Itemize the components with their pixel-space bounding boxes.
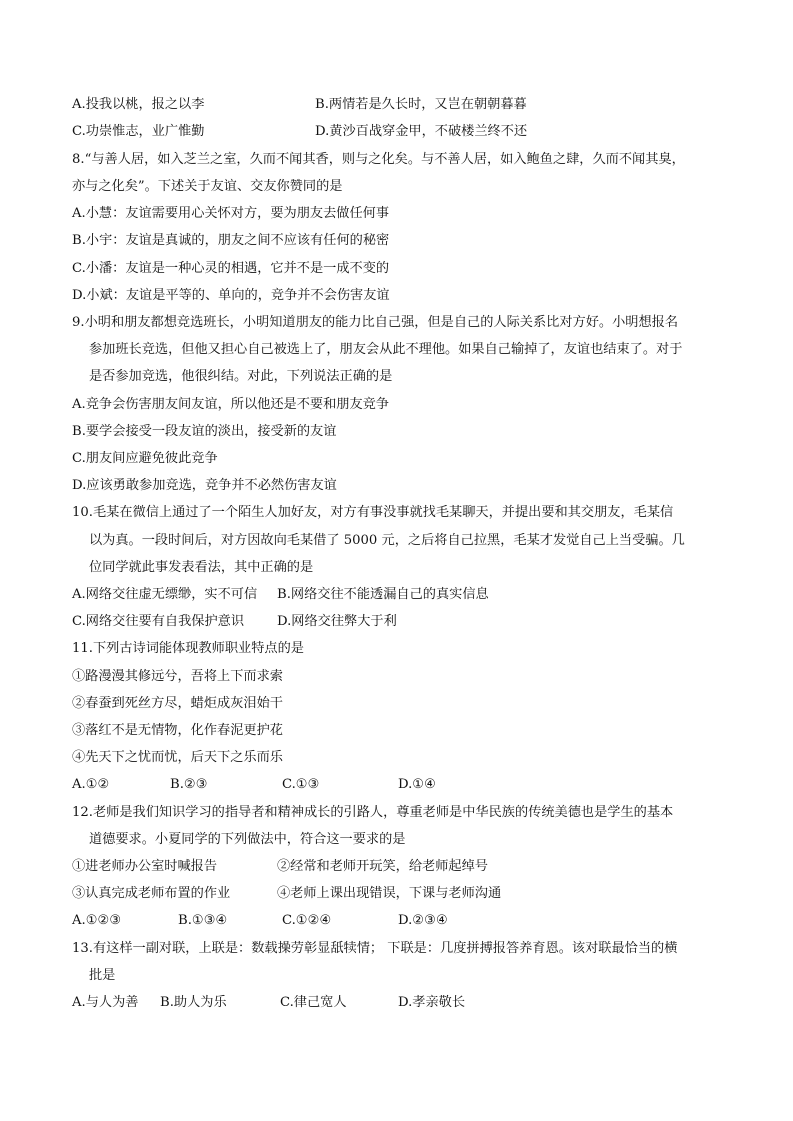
q13-option-b: B.助人为乐 (160, 995, 227, 1010)
q9-option-c: C.朋友间应避免彼此竞争 (72, 451, 218, 466)
q11-option-d: D.①④ (398, 777, 436, 792)
q10-option-d: D.网络交往弊大于利 (277, 614, 397, 629)
q12-item-3: ③认真完成老师布置的作业 (72, 886, 231, 901)
q12-item-2: ②经常和老师开玩笑，给老师起绰号 (277, 859, 488, 874)
q7-option-a: A.投我以桃，报之以李 (72, 97, 205, 112)
q7-option-c: C.功崇惟志，业广惟勤 (72, 124, 205, 139)
q10-stem-line-3: 位同学就此事发表看法，其中正确的是 (89, 560, 314, 575)
q12-option-b: B.①③④ (178, 913, 228, 928)
q11-item-1: ①路漫漫其修远兮，吾将上下而求索 (72, 669, 283, 684)
q13-option-a: A.与人为善 (72, 995, 139, 1010)
q11-item-2: ②春蚕到死丝方尽，蜡炬成灰泪始干 (72, 696, 283, 711)
q13-option-c: C.律己宽人 (280, 995, 347, 1010)
q12-stem-line-1: 12.老师是我们知识学习的指导者和精神成长的引路人，尊重老师是中华民族的传统美德也是学生的基本 (72, 805, 674, 820)
q9-stem-line-3: 是否参加竞选，他很纠结。对此，下列说法正确的是 (89, 369, 393, 384)
q8-stem-line-1: 8.“与善人居，如入芝兰之室，久而不闻其香，则与之化矣。与不善人居，如入鲍鱼之肆，久而不闻其臭， (72, 152, 685, 167)
q13-stem-line-1: 13.有这样一副对联，上联是：数载操劳彰显舐犊情； 下联是：几度拼搏报答养育恩。该对联最恰当的横 (72, 941, 678, 956)
q11-option-a: A.①② (72, 777, 110, 792)
q7-option-b: B.两情若是久长时，又岂在朝朝暮暮 (315, 97, 527, 112)
q12-option-d: D.②③④ (398, 913, 448, 928)
q11-item-4: ④先天下之忧而忧，后天下之乐而乐 (72, 750, 283, 765)
q9-option-d: D.应该勇敢参加竞选，竞争并不必然伤害友谊 (72, 478, 337, 493)
q11-item-3: ③落红不是无情物，化作春泥更护花 (72, 723, 283, 738)
q13-option-d: D.孝亲敬长 (398, 995, 466, 1010)
q8-option-a: A.小慧：友谊需要用心关怀对方，要为朋友去做任何事 (72, 206, 390, 221)
q9-stem-line-2: 参加班长竞选，但他又担心自己被选上了，朋友会从此不理他。如果自己输掉了，友谊也结束了。对于 (89, 342, 683, 357)
q8-option-c: C.小潘：友谊是一种心灵的相遇，它并不是一成不变的 (72, 261, 390, 276)
q10-option-c: C.网络交往要有自我保护意识 (72, 614, 245, 629)
q12-item-4: ④老师上课出现错误，下课与老师沟通 (277, 886, 502, 901)
q8-option-b: B.小宇：友谊是真诚的，朋友之间不应该有任何的秘密 (72, 233, 390, 248)
q10-stem-line-2: 以为真。一段时间后，对方因故向毛某借了 5000 元，之后将自己拉黑，毛某才发觉自己上当受骗。几 (89, 533, 685, 548)
q13-stem-line-2: 批是 (89, 968, 116, 983)
q11-stem: 11.下列古诗词能体现教师职业特点的是 (72, 641, 304, 656)
q12-option-c: C.①②④ (282, 913, 332, 928)
q11-option-c: C.①③ (282, 777, 320, 792)
q11-option-b: B.②③ (170, 777, 208, 792)
q7-option-d: D.黄沙百战穿金甲，不破楼兰终不还 (315, 124, 528, 139)
q12-option-a: A.①②③ (72, 913, 122, 928)
q8-stem-line-2: 亦与之化矣”。下述关于友谊、交友你赞同的是 (72, 179, 343, 194)
q10-option-b: B.网络交往不能透漏自己的真实信息 (277, 587, 489, 602)
q8-option-d: D.小斌：友谊是平等的、单向的，竞争并不会伤害友谊 (72, 288, 390, 303)
q9-option-a: A.竞争会伤害朋友间友谊，所以他还是不要和朋友竞争 (72, 397, 390, 412)
q12-stem-line-2: 道德要求。小夏同学的下列做法中，符合这一要求的是 (89, 832, 406, 847)
q12-item-1: ①进老师办公室时喊报告 (72, 859, 218, 874)
q10-option-a: A.网络交往虚无缥缈，实不可信 (72, 587, 258, 602)
q10-stem-line-1: 10.毛某在微信上通过了一个陌生人加好友，对方有事没事就找毛某聊天，并提出要和其交朋友，毛某信 (72, 505, 674, 520)
q9-stem-line-1: 9.小明和朋友都想竞选班长，小明知道朋友的能力比自己强，但是自己的人际关系比对方好。小明想报名 (72, 315, 679, 330)
q9-option-b: B.要学会接受一段友谊的淡出，接受新的友谊 (72, 424, 337, 439)
